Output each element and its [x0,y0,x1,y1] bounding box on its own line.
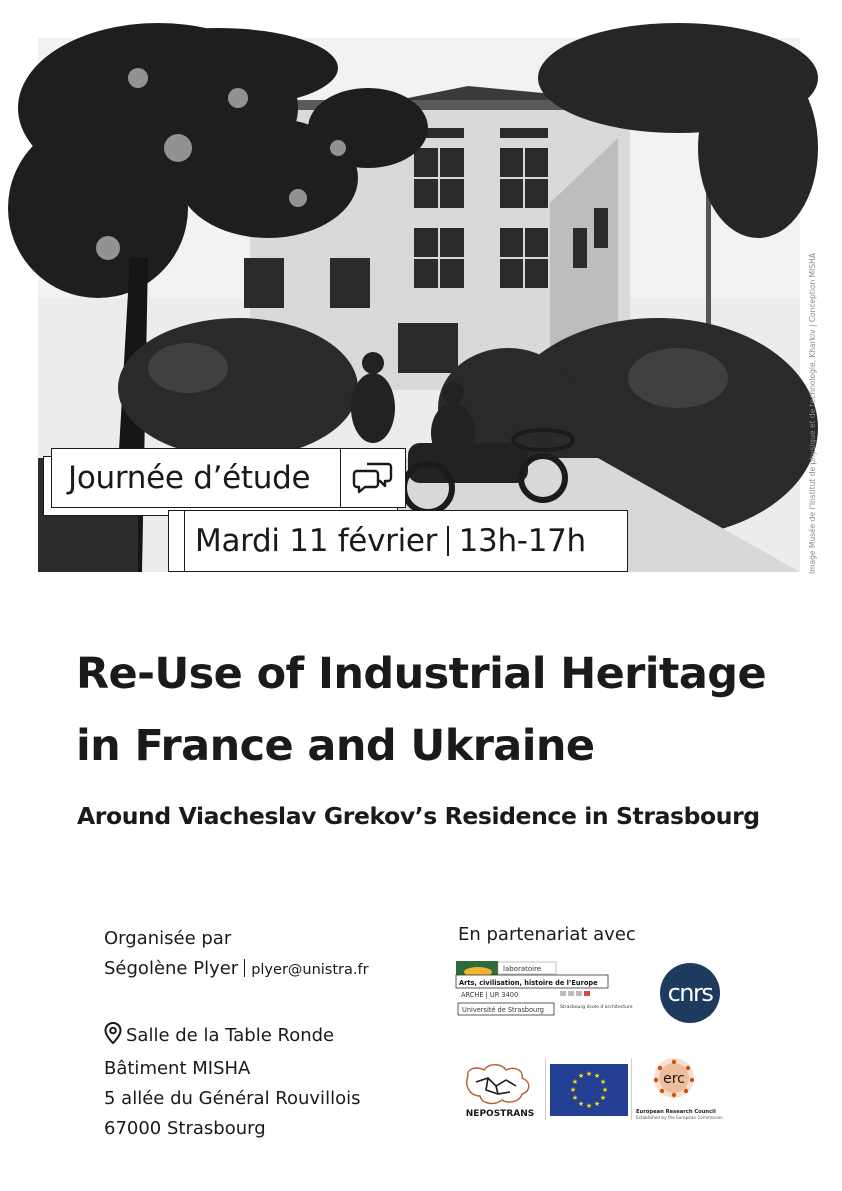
title-line-2: in France and Ukraine [76,721,595,771]
organiser-divider [244,959,245,977]
cnrs-logo: cnrs [660,963,720,1023]
organiser-name: Ségolène Plyer [104,958,239,979]
svg-text:★: ★ [585,1070,593,1078]
address-block [104,1021,360,1144]
address-city: 67000 Strasbourg [104,1118,266,1139]
svg-text:★: ★ [599,1078,607,1086]
organiser-email[interactable]: plyer@unistra.fr [251,962,369,978]
svg-text:★: ★ [593,1100,601,1108]
lab-code: ARCHE | UR 3400 [461,991,519,999]
svg-text:★: ★ [571,1094,579,1102]
address-street: 5 allée du Général Rouvillois [104,1088,361,1109]
svg-text:★: ★ [585,1102,593,1110]
erc-tagline: Established by the European Commission [636,1115,723,1120]
event-time: 13h-17h [458,523,586,559]
svg-text:★: ★ [593,1072,601,1080]
location-pin-icon [104,1022,126,1054]
title-line-1: Re-Use of Industrial Heritage [76,649,767,699]
event-type-label: Journée d’étude [68,460,311,496]
svg-text:★: ★ [601,1086,609,1094]
event-date-tag [184,510,628,572]
lab-name: Arts, civilisation, histoire de l’Europe [459,979,598,987]
date-divider [447,526,449,556]
erc-short: erc [663,1071,685,1087]
svg-text:★: ★ [569,1086,577,1094]
logo-divider [631,1058,632,1120]
page-title [76,638,816,782]
address-building: Bâtiment MISHA [104,1058,251,1079]
erc-logo [636,1054,723,1126]
erc-name: European Research Council [636,1109,716,1115]
arche-lab-logo [456,961,633,1017]
page-subtitle: Around Viacheslav Grekov’s Residence in Strasbourg [77,802,760,830]
speech-bubbles-icon [341,449,405,507]
partners-label: En partenariat avec [458,924,636,945]
event-type-tag [51,448,406,508]
nepostrans-logo [458,1056,542,1122]
organiser-label: Organisée par [104,928,232,949]
eu-flag-icon [550,1064,628,1116]
svg-text:★: ★ [599,1094,607,1102]
event-date: Mardi 11 février [195,523,438,559]
svg-text:★: ★ [577,1072,585,1080]
svg-text:★: ★ [577,1100,585,1108]
address-room: Salle de la Table Ronde [126,1025,335,1046]
lab-school: Strasbourg école d’architecture [560,1005,633,1010]
lab-university: Université de Strasbourg [462,1006,544,1014]
svg-text:★: ★ [571,1078,579,1086]
photo-credit: Image Musée de l’Institut de physique et de technologie, Kharkiv | Conception MISHA [808,253,817,574]
organiser-block [104,924,369,985]
lab-small-label: laboratoire [503,965,542,973]
logo-divider [545,1058,546,1120]
nepostrans-label: NEPOSTRANS [465,1109,535,1119]
